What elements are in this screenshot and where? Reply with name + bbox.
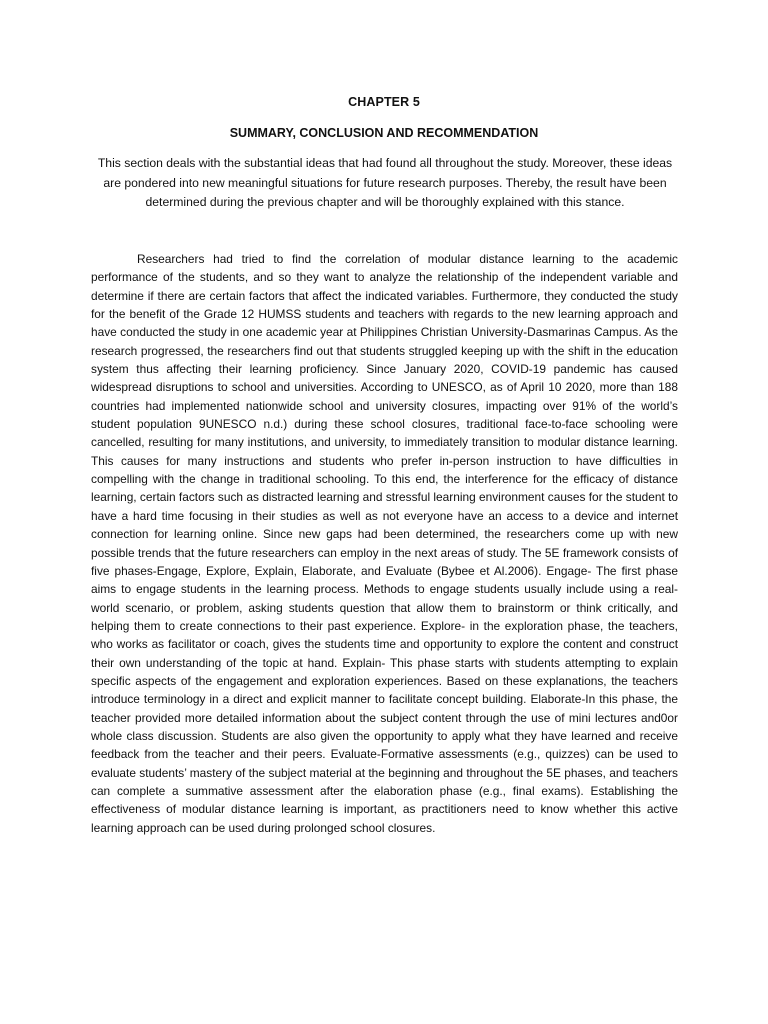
section-title: SUMMARY, CONCLUSION AND RECOMMENDATION — [229, 126, 539, 140]
chapter-heading: CHAPTER 5 — [348, 95, 420, 109]
body-paragraph: Researchers had tried to find the correlation of modular distance learning to the academic performance of the students, and so they want to analyze the relationship of the independent variable and determine if there are certain factors that affect the indicated variables. Furthermore, they conducted the study for the benefit of the Grade 12 HUMSS students and teachers with regards to the new learning approach and have conducted the study in one academic year at Philippines Christian University-Dasmarinas Campus. As the research progressed, the researchers find out that students struggled keeping up with the shift in the education system thus affecting their learning proficiency. Since January 2020, COVID-19 pandemic has caused widespread disruptions to school and universities. According to UNESCO, as of April 10 2020, more than 188 countries had implemented nationwide school and university closures, impacting over 91% of the world’s student population 9UNESCO n.d.) during these school closures, traditional face-to-face schooling were cancelled, resulting for many institutions, and university, to immediately transition to modular distance learning. This causes for many instructions and students who prefer in-person instruction to have difficulties in compelling with the change in traditional schooling. To this end, the interference for the efficacy of distance learning, certain factors such as distracted learning and stressful learning environment causes for the student to have a hard time focusing in their studies as well as not everyone have an access to a device and internet connection for learning online. Since new gaps had been determined, the researchers come up with new possible trends that the future researchers can employ in the next areas of study. The 5E framework consists of five phases-Engage, Explore, Explain, Elaborate, and Evaluate (Bybee et Al.2006). Engage- The first phase aims to engage students in the learning process. Methods to engage students usually include using a real-world scenario, or problem, asking students question that allow them to brainstorm or think critically, and helping them to create connections to their past experience. Explore- in the exploration phase, the teachers, who works as facilitator or coach, gives the students time and opportunity to explore the content and construct their own understanding of the topic at hand. Explain- This phase starts with students attempting to explain specific aspects of the engagement and exploration experiences. Based on these explanations, the teachers introduce terminology in a direct and explicit manner to facilitate concept building. Elaborate-In this phase, the teacher provided more detailed information about the subject content through the use of mini lectures and0or whole class discussion. Students are also given the opportunity to apply what they have learned and receive feedback from the teacher and their peers. Evaluate-Formative assessments (e.g., quizzes) can be used to evaluate students’ mastery of the subject material at the beginning and throughout the 5E phases, and teachers can complete a summative assessment after the elaboration phase (e.g., final exams). Establishing the effectiveness of modular distance learning is important, as practitioners need to know whether this active learning approach can be used during prolonged school closures. — [91, 252, 678, 835]
intro-paragraph: This section deals with the substantial ideas that had found all throughout the study. Moreover, these ideas are pondered into new meaningful situations for future research purposes. Thereby, the result have been determined during the previous chapter and will be thoroughly explained with this stance. — [97, 156, 673, 209]
